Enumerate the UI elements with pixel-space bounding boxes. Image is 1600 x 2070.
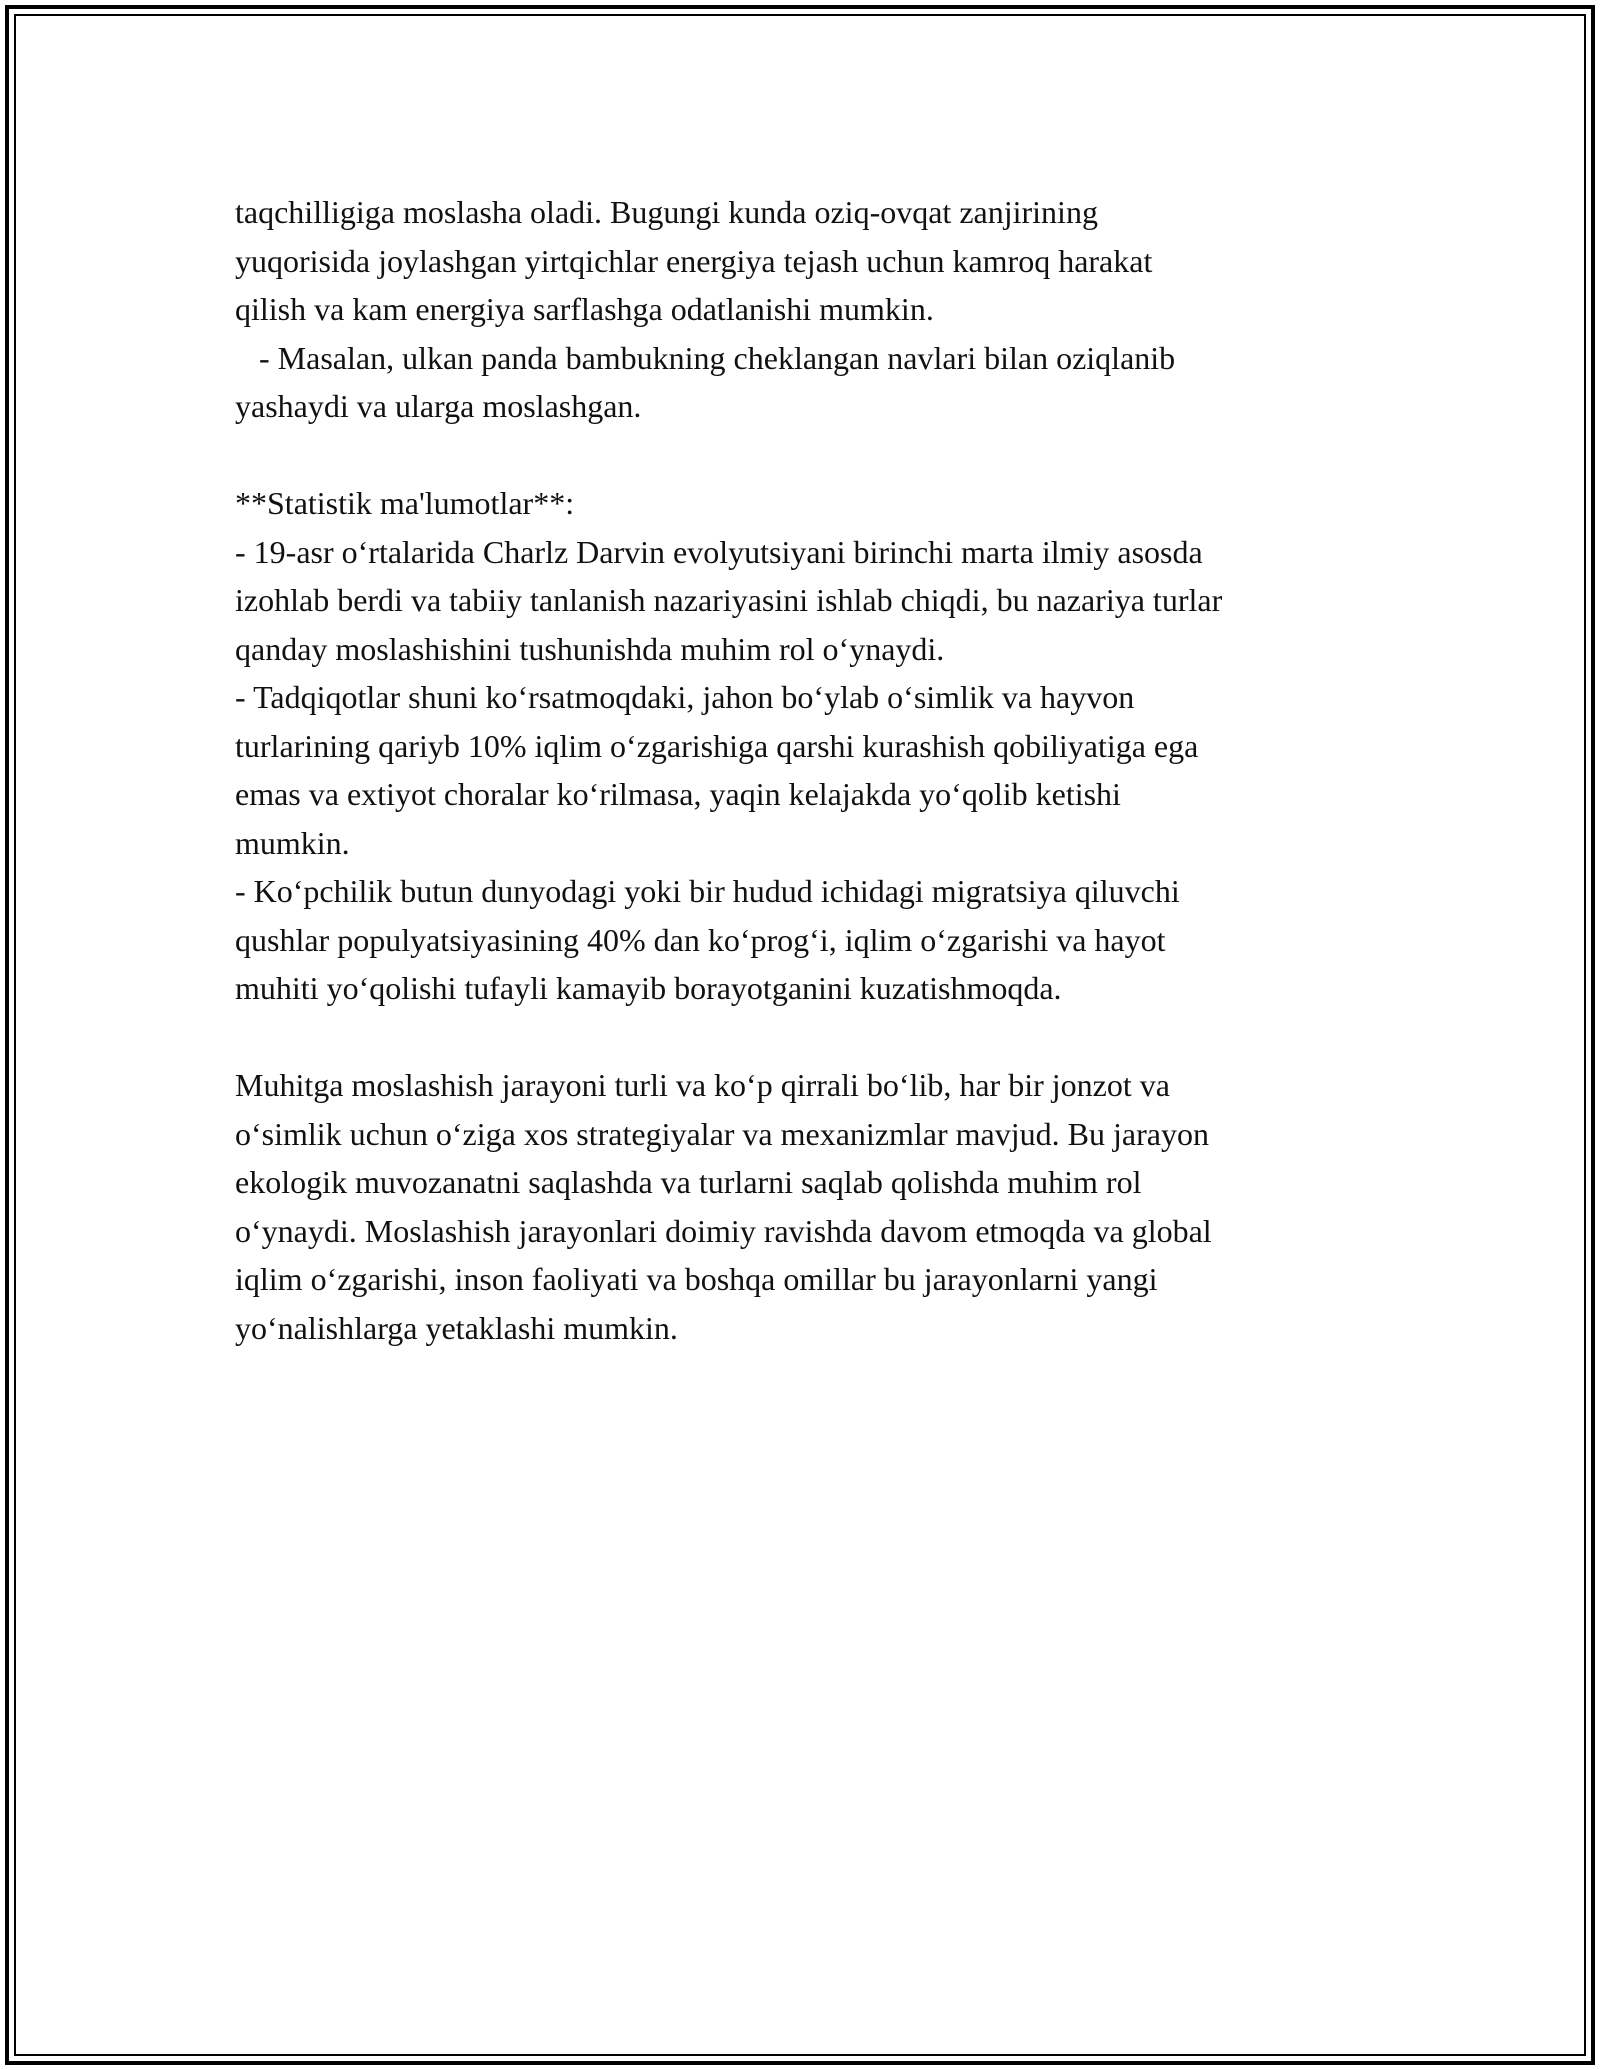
text-line: - Masalan, ulkan panda bambukning cheklangan navlari bilan oziqlanib [235,339,1176,376]
statistics-section [235,479,1395,1013]
text-line: yuqorisida joylashgan yirtqichlar energiya tejash uchun kamroq harakat [235,242,1153,279]
text-line: yo‘nalishlarga yetaklashi mumkin. [235,1309,678,1346]
text-line: Muhitga moslashish jarayoni turli va ko‘p qirrali bo‘lib, har bir jonzot va [235,1067,1170,1103]
document-body [235,188,1395,1352]
paragraph-conclusion [235,1061,1395,1352]
text-line: qushlar populyatsiyasining 40% dan ko‘prog‘i, iqlim o‘zgarishi va hayot [235,921,1166,958]
paragraph-intro [235,188,1395,334]
blank-line [235,1013,1395,1062]
text-line: qanday moslashishini tushunishda muhim rol o‘ynaydi. [235,630,945,667]
text-line: - 19-asr o‘rtalarida Charlz Darvin evolyutsiyani birinchi marta ilmiy asosda [235,533,1203,570]
statistics-heading: **Statistik ma'lumotlar**: [235,485,575,521]
text-line: izohlab berdi va tabiiy tanlanish nazariyasini ishlab chiqdi, bu nazariya turlar [235,582,1223,618]
text-line: - Tadqiqotlar shuni ko‘rsatmoqdaki, jahon bo‘ylab o‘simlik va hayvon [235,679,1135,715]
text-line: yashaydi va ularga moslashgan. [235,388,642,424]
paragraph-example [235,334,1395,431]
text-line: taqchilligiga moslasha oladi. Bugungi kunda oziq-ovqat zanjirining [235,194,1098,230]
text-line: - Ko‘pchilik butun dunyodagi yoki bir hudud ichidagi migratsiya qiluvchi [235,873,1180,909]
text-line: o‘simlik uchun o‘ziga xos strategiyalar va mexanizmlar mavjud. Bu jarayon [235,1115,1209,1152]
text-line: o‘ynaydi. Moslashish jarayonlari doimiy ravishda davom etmoqda va global [235,1212,1212,1249]
text-line: mumkin. [235,824,350,861]
text-line: muhiti yo‘qolishi tufayli kamayib borayotganini kuzatishmoqda. [235,970,1062,1006]
blank-line [235,431,1395,480]
text-line: emas va extiyot choralar ko‘rilmasa, yaqin kelajakda yo‘qolib ketishi [235,776,1121,812]
text-line: iqlim o‘zgarishi, inson faoliyati va boshqa omillar bu jarayonlarni yangi [235,1261,1158,1297]
text-line: qilish va kam energiya sarflashga odatlanishi mumkin. [235,291,934,327]
text-line: ekologik muvozanatni saqlashda va turlarni saqlab qolishda muhim rol [235,1164,1142,1200]
text-line: turlarining qariyb 10% iqlim o‘zgarishiga qarshi kurashish qobiliyatiga ega [235,727,1199,764]
